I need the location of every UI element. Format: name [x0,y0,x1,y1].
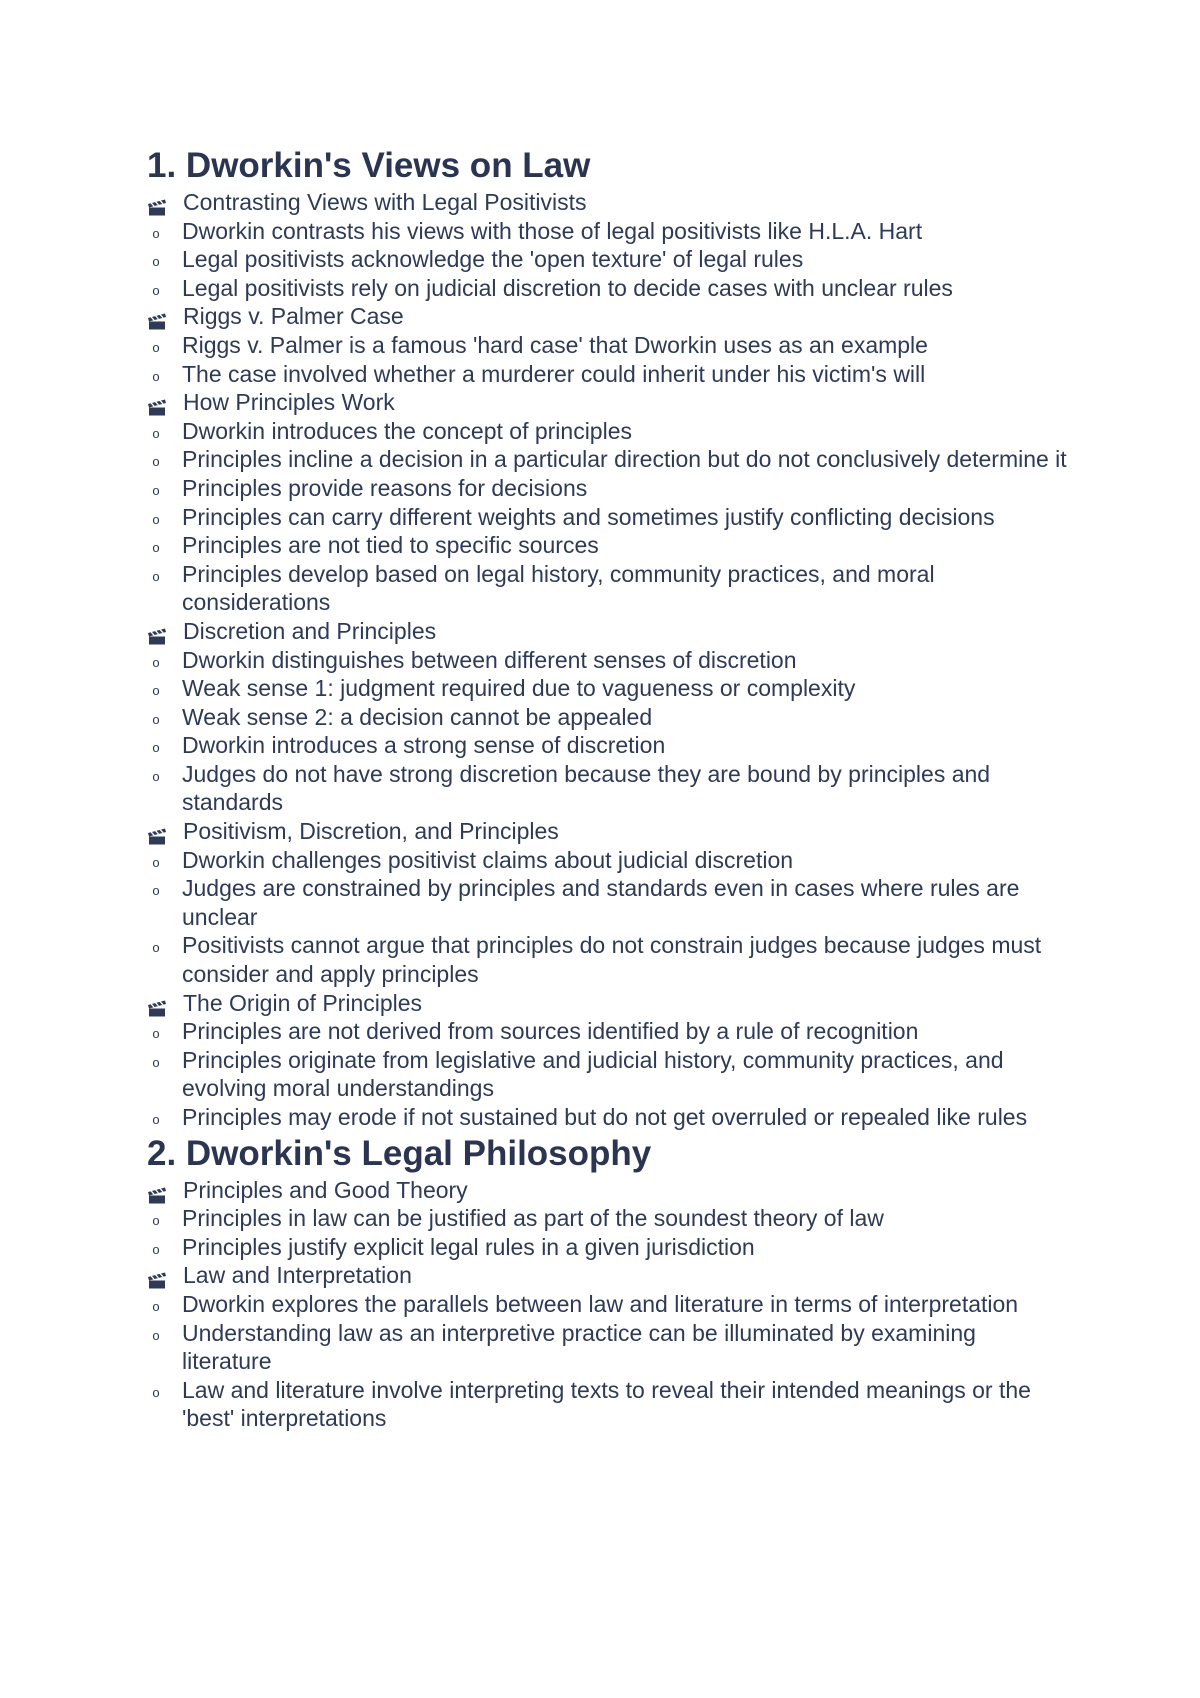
clapperboard-icon [147,1267,167,1284]
topic-label: Riggs v. Palmer Case [183,303,404,330]
document-page [147,144,1067,1433]
clapperboard-icon [147,995,167,1012]
clapperboard-icon [147,823,167,840]
list-item: o Principles may erode if not sustained but do not get overruled or repealed like rules [147,1103,1067,1132]
list-item: o Positivists cannot argue that principles do not constrain judges because judges must consider and apply principles [147,931,1067,988]
bullet-marker: o [152,282,160,298]
clapperboard-icon [147,623,167,640]
bullet-marker: o [152,425,160,441]
clapperboard-icon [147,1182,167,1199]
clapperboard-icon [147,394,167,411]
bullet-list [147,1290,1067,1433]
list-item: o Principles originate from legislative and judicial history, community practices, and evolving moral understandings [147,1046,1067,1103]
list-item: o Principles can carry different weights and sometimes justify conflicting decisions [147,503,1067,532]
topic-item [147,302,1067,331]
bullet-marker: o [152,768,160,784]
bullet-marker: o [152,740,160,756]
list-item: o Dworkin contrasts his views with those of legal positivists like H.L.A. Hart [147,217,1067,246]
topic-item [147,188,1067,217]
bullet-marker: o [152,1241,160,1257]
list-item: o Principles justify explicit legal rules in a given jurisdiction [147,1233,1067,1262]
bullet-marker: o [152,711,160,727]
bullet-list [147,646,1067,818]
bullet-marker: o [152,1026,160,1042]
list-item: o Dworkin distinguishes between different senses of discretion [147,646,1067,675]
list-item: o Principles provide reasons for decisions [147,474,1067,503]
list-item: o Legal positivists acknowledge the 'open texture' of legal rules [147,245,1067,274]
bullet-marker: o [152,1213,160,1229]
topic-label: Positivism, Discretion, and Principles [183,818,559,845]
topic-label: Law and Interpretation [183,1262,412,1289]
bullet-list [147,331,1067,388]
list-item: o Principles develop based on legal history, community practices, and moral considerations [147,560,1067,617]
topic-item [147,388,1067,417]
list-item: o Weak sense 1: judgment required due to vagueness or complexity [147,674,1067,703]
list-item: o Dworkin explores the parallels between law and literature in terms of interpretation [147,1290,1067,1319]
bullet-marker: o [152,1112,160,1127]
bullet-marker: o [152,540,160,556]
bullet-marker: o [152,1054,160,1070]
topic-item [147,1176,1067,1205]
list-item: o Judges do not have strong discretion because they are bound by principles and standards [147,760,1067,817]
bullet-marker: o [152,511,160,527]
list-item: o Law and literature involve interpreting texts to reveal their intended meanings or the 'best' interpretations [147,1376,1067,1433]
list-item: o Principles are not tied to specific sources [147,531,1067,560]
bullet-marker: o [152,683,160,699]
bullet-marker: o [152,1327,160,1343]
topic-label: How Principles Work [183,389,395,416]
bullet-list [147,417,1067,617]
bullet-marker: o [152,1298,160,1314]
bullet-marker: o [152,368,160,384]
clapperboard-icon [147,308,167,325]
bullet-marker: o [152,883,160,899]
list-item: o Principles are not derived from sources identified by a rule of recognition [147,1017,1067,1046]
bullet-list [147,217,1067,303]
list-item: o Riggs v. Palmer is a famous 'hard case' that Dworkin uses as an example [147,331,1067,360]
bullet-marker: o [152,225,160,241]
section-title: 2. Dworkin's Legal Philosophy [147,1133,652,1173]
bullet-list [147,1017,1067,1131]
topic-item [147,989,1067,1018]
list-item: o Weak sense 2: a decision cannot be appealed [147,703,1067,732]
bullet-list [147,1204,1067,1261]
list-item: o Legal positivists rely on judicial discretion to decide cases with unclear rules [147,274,1067,303]
list-item: o Dworkin introduces a strong sense of discretion [147,731,1067,760]
topic-label: Contrasting Views with Legal Positivists [183,189,587,215]
bullet-marker: o [152,454,160,470]
topic-item [147,617,1067,646]
bullet-marker: o [152,940,160,956]
bullet-list [147,846,1067,989]
list-item: o The case involved whether a murderer could inherit under his victim's will [147,360,1067,389]
list-item: o Principles in law can be justified as part of the soundest theory of law [147,1204,1067,1233]
clapperboard-icon [147,194,167,211]
topic-label: Discretion and Principles [183,617,437,644]
topic-label: The Origin of Principles [183,989,423,1016]
bullet-marker: o [152,254,160,270]
list-item: o Judges are constrained by principles and standards even in cases where rules are unclear [147,874,1067,931]
list-item: o Dworkin challenges positivist claims about judicial discretion [147,846,1067,875]
topic-item [147,1261,1067,1290]
bullet-marker: o [152,1384,160,1400]
list-item: o Dworkin introduces the concept of principles [147,417,1067,446]
topic-label: Principles and Good Theory [183,1176,468,1203]
bullet-marker: o [152,568,160,584]
topic-item [147,817,1067,846]
bullet-marker: o [152,854,160,870]
bullet-marker: o [152,482,160,498]
list-item: o Principles incline a decision in a particular direction but do not conclusively determine it [147,445,1067,474]
section-title: 1. Dworkin's Views on Law [147,146,591,185]
list-item: o Understanding law as an interpretive practice can be illuminated by examining literature [147,1319,1067,1376]
bullet-marker: o [152,339,160,355]
bullet-marker: o [152,654,160,670]
